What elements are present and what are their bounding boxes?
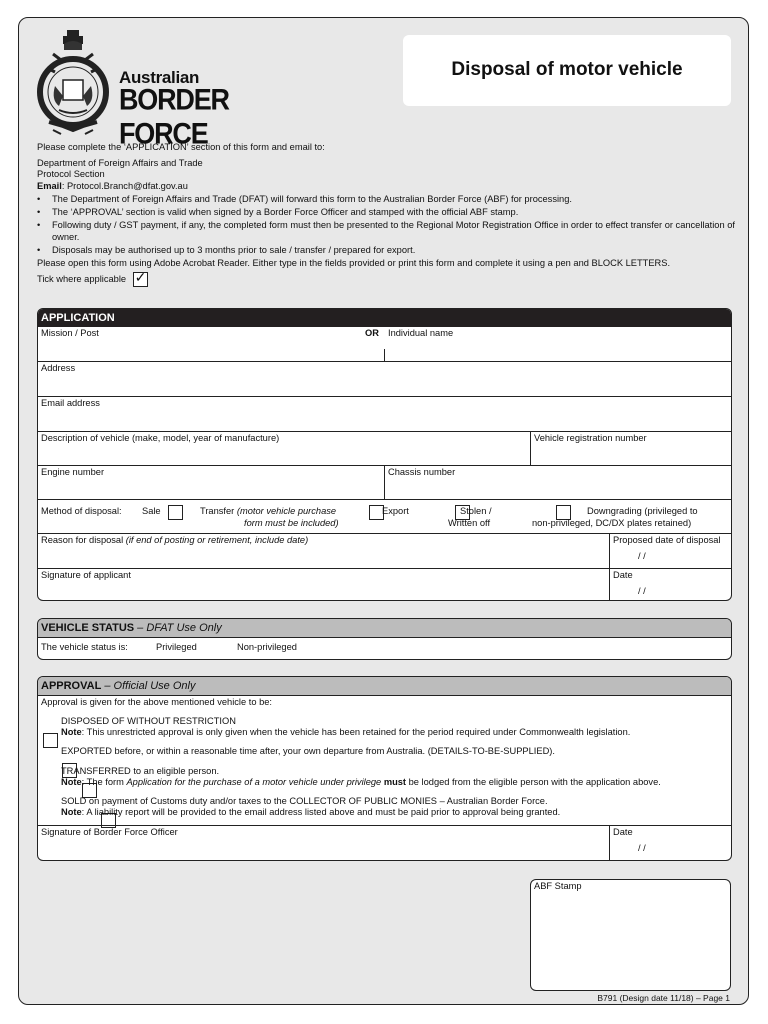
officer-signature-row <box>38 825 731 860</box>
divider <box>609 826 610 860</box>
proposed-date-field[interactable]: / / <box>638 551 646 561</box>
registration-number-label: Vehicle registration number <box>534 433 647 443</box>
reason-row <box>38 533 731 568</box>
intro-section <box>37 142 737 287</box>
tick-label: Tick where applicable <box>37 273 127 284</box>
sale-checkbox[interactable] <box>168 505 183 520</box>
officer-signature-label: Signature of Border Force Officer <box>41 827 178 837</box>
coat-of-arms-icon <box>33 26 113 136</box>
proposed-date-label: Proposed date of disposal <box>613 535 721 545</box>
transfer-label: Transfer (motor vehicle purchase <box>200 506 337 516</box>
written-off-label: Written off <box>448 518 491 528</box>
title-box <box>403 35 731 106</box>
footer: B791 (Design date 11/18) – Page 1 <box>597 993 730 1003</box>
sold-note: Note: A liability report will be provided to the email address listed above and must be paid prior to approval being granted. <box>61 807 561 817</box>
mission-post-label: Mission / Post <box>41 328 99 338</box>
signature-applicant-label: Signature of applicant <box>41 570 131 580</box>
transferred-note: Note: The form Application for the purchase of a motor vehicle under privilege must be lodged from the eligible person with the application above. <box>61 777 661 787</box>
example-tick-box <box>133 269 148 287</box>
sale-label: Sale <box>142 506 161 516</box>
mission-row <box>38 327 731 361</box>
individual-name-label: Individual name <box>388 328 454 338</box>
date-label: Date <box>613 570 633 580</box>
org-name-line1: Australian <box>119 68 200 87</box>
approval-date-field[interactable]: / / <box>638 843 646 853</box>
signature-applicant-field[interactable] <box>38 569 609 601</box>
intro-line: Please complete the ‘APPLICATION’ section of this form and email to: <box>37 142 325 152</box>
disposed-note: Note: This unrestricted approval is only given when the vehicle has been retained for the period required under Commonwealth legislation. <box>61 727 631 737</box>
bullet-item: • Following duty / GST payment, if any, the completed form must then be presented to the Regional Motor Registration Office in order to effect transfer or cancellation of owner. <box>37 220 737 243</box>
email-row[interactable] <box>38 396 731 431</box>
vehicle-description-label: Description of vehicle (make, model, year of manufacture) <box>41 433 280 443</box>
reason-field[interactable] <box>38 534 609 569</box>
divider <box>609 534 610 568</box>
form-title: Disposal of motor vehicle <box>451 59 683 80</box>
engine-row <box>38 465 731 499</box>
bullet-item: • The Department of Foreign Affairs and Trade (DFAT) will forward this form to the Australian Border Force (ABF) for processing. <box>37 194 737 206</box>
abf-stamp-box[interactable] <box>530 879 731 991</box>
disposed-checkbox[interactable] <box>43 733 58 748</box>
exported-label: EXPORTED before, or within a reasonable time after, your own departure from Australia. (DETAILS-TO-BE-SUPPLIED). <box>61 746 555 756</box>
address-line1: Department of Foreign Affairs and Trade <box>37 157 203 168</box>
mission-post-field[interactable] <box>41 339 381 359</box>
signature-row <box>38 568 731 601</box>
vehicle-status-label: The vehicle status is: <box>41 642 128 652</box>
intro-bullets <box>37 194 737 256</box>
chassis-number-label: Chassis number <box>388 467 456 477</box>
vehicle-status-heading: VEHICLE STATUS – DFAT Use Only <box>38 619 731 638</box>
approval-heading: APPROVAL – Official Use Only <box>38 677 731 696</box>
form-page <box>18 17 749 1005</box>
disposed-label: DISPOSED OF WITHOUT RESTRICTION <box>61 716 236 726</box>
non-privileged-label: Non-privileged <box>237 642 297 652</box>
approval-date-label: Date <box>613 827 633 837</box>
engine-number-label: Engine number <box>41 467 105 477</box>
reason-label: Reason for disposal (if end of posting or retirement, include date) <box>41 535 309 545</box>
application-heading: APPLICATION <box>38 309 731 327</box>
divider <box>384 349 385 361</box>
email-value[interactable]: : Protocol.Branch@dfat.gov.au <box>61 180 188 191</box>
email-label: Email <box>37 180 62 191</box>
vehicle-status-section <box>37 618 732 660</box>
stolen-label: Stolen / <box>460 506 492 516</box>
method-label: Method of disposal: <box>41 506 122 516</box>
bullet-item: • The ‘APPROVAL’ section is valid when signed by a Border Force Officer and stamped with the official ABF stamp. <box>37 207 737 219</box>
address-line2: Protocol Section <box>37 169 105 179</box>
instructions: Please open this form using Adobe Acrobat Reader. Either type in the fields provided or print this form and complete it using a pen and BLOCK LETTERS. <box>37 257 671 268</box>
abf-stamp-label: ABF Stamp <box>534 881 582 891</box>
address-row[interactable] <box>38 361 731 396</box>
application-section <box>37 308 732 601</box>
transferred-label: TRANSFERRED to an eligible person. <box>61 766 220 776</box>
privileged-label: Privileged <box>156 642 197 652</box>
individual-name-field[interactable] <box>388 339 728 359</box>
export-label: Export <box>382 506 409 516</box>
registration-number-field[interactable] <box>531 432 731 466</box>
vehicle-description-field[interactable] <box>38 432 530 466</box>
address-label: Address <box>41 363 76 373</box>
method-row <box>38 499 731 533</box>
engine-number-field[interactable] <box>38 466 384 500</box>
org-name-line2: BORDER FORCE <box>119 82 229 150</box>
downgrading-note: non-privileged, DC/DX plates retained) <box>532 518 692 528</box>
email-address-label: Email address <box>41 398 100 408</box>
transfer-note: form must be included) <box>244 518 339 528</box>
chassis-number-field[interactable] <box>385 466 731 500</box>
downgrading-label: Downgrading (privileged to <box>587 506 698 516</box>
date-field[interactable]: / / <box>638 586 646 596</box>
or-label: OR <box>365 328 379 338</box>
divider <box>609 569 610 601</box>
check-icon: ✓ <box>134 269 147 285</box>
sold-label: SOLD on payment of Customs duty and/or taxes to the COLLECTOR OF PUBLIC MONIES – Australian Border Force. <box>61 796 548 806</box>
approval-section <box>37 676 732 861</box>
vehicle-row <box>38 431 731 465</box>
officer-signature-field[interactable] <box>38 826 609 861</box>
bullet-item: • Disposals may be authorised up to 3 months prior to sale / transfer / prepared for export. <box>37 245 737 257</box>
approval-intro: Approval is given for the above mentioned vehicle to be: <box>41 697 273 707</box>
